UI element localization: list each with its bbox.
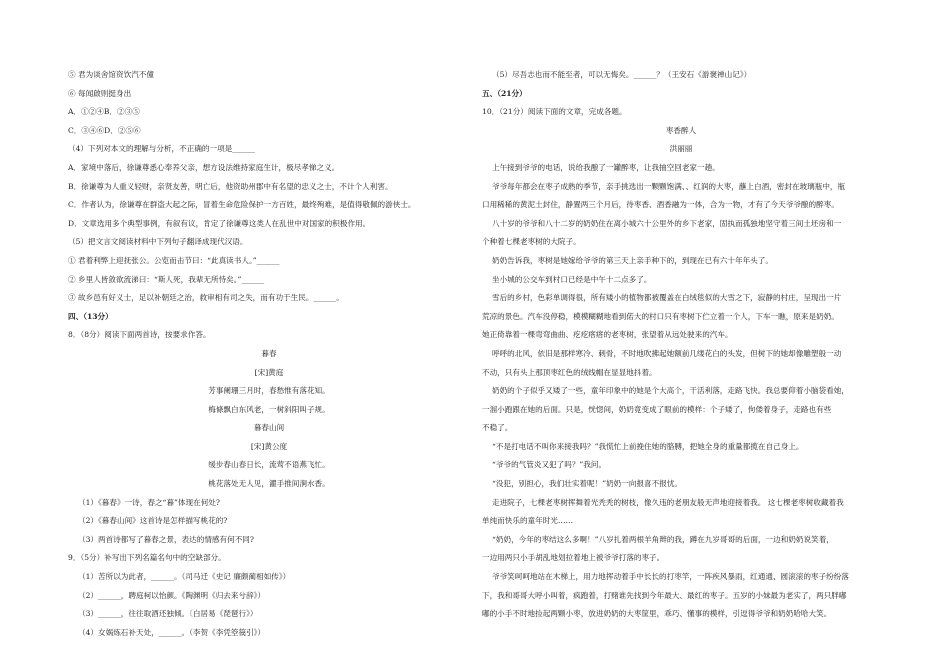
text-line: B．徐谦尊为人重义轻财，亲贤友善，明亡后，他资助州郡中有名望的忠义之士，不计个人利害。 bbox=[68, 181, 393, 191]
text-line: 缓步春山春日长，流莺不语燕飞忙。 bbox=[208, 460, 330, 470]
text-line: （5）尽吾志也而不能至者，可以无悔矣。______？（王安石《游褒禅山记》） bbox=[492, 70, 752, 79]
text-line: 下，我和哥哥大呼小叫着，疯跑着，打赌谁先找到今年最大、最红的枣子。五岁的小妹最为老实了，两只胖嘟 bbox=[482, 590, 847, 600]
text-line: 8．（8分）阅读下面两首诗，按要求作答。 bbox=[68, 330, 211, 340]
text-line: “没犯，别担心，我们壮实着呢！”奶奶一向报喜不报忧。 bbox=[492, 479, 683, 489]
text-line: （4）下列对本文的理解与分析，不正确的一项是______ bbox=[68, 144, 256, 154]
text-line: “不是打电话不叫你来接我吗？”我慌忙上前挽住她的胳膊，把她全身的重量都揽在自己身上。 bbox=[492, 441, 804, 451]
text-line: 呼呼的北风，依旧是那样寒冷、刺骨，不时地吹拂起她额前几缕花白的头发，但树下的她却像雕塑般一动 bbox=[492, 348, 842, 358]
text-line: 上午接到爷爷的电话，说给我酿了一罐醉枣，让我抽空回老家一趟。 bbox=[492, 162, 720, 172]
left-column bbox=[68, 66, 470, 642]
text-line: 一溜小跑跟在她的后面。只是，恍惚间，奶奶竟变成了眼前的模样：个子矮了，佝偻着身子，走路也有些 bbox=[482, 404, 832, 414]
text-line: （1）苦所以为此者，______。（司马迁《史记 廉颇蔺相如传》） bbox=[78, 572, 291, 582]
text-line: ⑤ 君为谈舍馆资饮汽不僮 bbox=[68, 70, 154, 79]
text-line: 嘟的小手不时地捡起两颗小枣，放进奶奶的大枣筐里，乖巧、懂事的模样，引逗得爷爷和奶奶哈哈大笑。 bbox=[482, 609, 832, 619]
text-line: 坐小城的公交车到村口已经是中午十二点多了。 bbox=[492, 274, 652, 284]
text-line: 口用稀稀的黄泥土封住，静置两三个月后，待枣香、酒香融为一体，合为一物，才有了今天爷爷酿的醉枣。 bbox=[482, 200, 839, 210]
text-line: 奶奶的个子似乎又矮了一些，童年印象中的她是个大高个，干活利落，走路飞快。我总要仰着小脑袋看她， bbox=[492, 386, 849, 396]
text-line: 雪后的乡村，色彩单调得很，所有矮小的植物都被覆盖在白绒毯似的大雪之下，寂静的村庄，呈现出一片 bbox=[492, 293, 842, 303]
text-line: 9．（5分）补写出下列名篇名句中的空缺部分。 bbox=[68, 553, 226, 563]
text-line: 不稳了。 bbox=[482, 423, 513, 433]
text-line: C．③④⑥D．②⑤⑥ bbox=[68, 125, 141, 135]
text-line: （1）《暮春》一诗，春之“暮”体现在何处? bbox=[78, 497, 220, 507]
text-line: 枣香醉人 bbox=[665, 125, 697, 135]
text-line: “奶奶，今年的枣结这么多啊！”八岁扎着两根羊角辫的我，蹲在九岁哥哥的后面，一边和奶奶说笑着， bbox=[492, 534, 834, 544]
text-line: 10．（21分）阅读下面的文章，完成各题。 bbox=[482, 107, 627, 117]
text-line: D．文章选用多个典型事例，有叙有议，肯定了徐谦尊这类人在乱世中对国家的积极作用。 bbox=[68, 218, 371, 228]
text-line: ⑥ 每闻啟则挺身出 bbox=[68, 88, 132, 98]
text-line: [宋]黄公度 bbox=[250, 441, 288, 451]
text-line: （4）女娲炼石补天处，______。（李贺《李凭箜篌引》） bbox=[78, 627, 266, 637]
text-line: 走进院子，七棵老枣树挥舞着光秃秃的树枝，像久违的老朋友般无声地迎接着我。 这七棵老枣树收藏着我 bbox=[492, 497, 844, 507]
text-line: ① 君着利弊上迎抚张公。公览而击节曰：“此真读书人。”______ bbox=[68, 255, 280, 265]
text-line: 芳事阑珊三月时，春愁惟有落花知。 bbox=[208, 386, 330, 396]
text-line: 荒凉的景色。汽车没停稳，模模糊糊地看到偌大的村口只有枣树下伫立着一个人，下车一瞧，原来是奶奶。 bbox=[482, 311, 839, 321]
section-heading: 五、（21分） bbox=[482, 88, 527, 98]
text-line: 奶奶告诉我，枣树是她嫁给爷爷的第三天上亲手种下的，到现在已有六十年年头了。 bbox=[492, 255, 773, 265]
text-line: （3）______，往往取酒还独倾。〔白居易《琵琶行》） bbox=[78, 609, 258, 619]
text-line: 暮春山间 bbox=[253, 423, 285, 433]
text-line: 一边用两只小手胡乱地划拉着地上被爷爷打落的枣子。 bbox=[482, 553, 665, 563]
section-heading: 四、（13分） bbox=[68, 311, 113, 321]
text-line: A．①②④B．②③⑤ bbox=[68, 107, 140, 117]
text-line: 八十岁的爷爷和八十二岁的奶奶住在离小城六十公里外的乡下老家，固执而孤独地坚守着三间土坯房和一 bbox=[492, 218, 842, 228]
text-line: 洪丽丽 bbox=[669, 144, 693, 154]
text-line: （5）把文言文阅读材料中下列句子翻译成现代汉语。 bbox=[68, 237, 248, 247]
text-line: “爷爷的气管炎又犯了吗？”我问。 bbox=[492, 460, 607, 470]
text-line: [宋]黄庭 bbox=[254, 367, 284, 377]
text-line: 暮春 bbox=[261, 348, 277, 358]
text-line: ② 乡里人皆敛欲流涕曰：“斯人死，我辈无所恃矣。”______ bbox=[68, 274, 265, 284]
text-line: （2）《暮春山间》这首诗是怎样描写桃花的? bbox=[78, 516, 228, 526]
text-line: 爷爷笑呵呵地站在木梯上，用力地挥动着手中长长的打枣竿，一阵疾风暴雨，红通通、圆滚滚的枣子纷纷落 bbox=[492, 572, 849, 582]
text-line: 个种着七棵老枣树的大院子。 bbox=[482, 237, 581, 247]
right-column bbox=[482, 66, 880, 624]
text-line: 爷爷每年都会在枣子成熟的季节，亲手挑选出一颗颗饱满、、红润的大枣，蘸上白酒，密封在玻璃瓶中，瓶 bbox=[492, 181, 846, 191]
text-line: 梅條飘白东风老，一树斜阳叫子规。 bbox=[208, 404, 330, 414]
text-line: （2）______，聘庭柯以怡颜。《陶渊明《归去来兮辞》） bbox=[78, 590, 266, 600]
text-line: 桃花落处无人见，濯手推间涧水香。 bbox=[208, 479, 330, 489]
text-line: C．作者认为，徐谦尊在群盗大起之际，冒着生命危险保护一方百姓，最终殉难，是值得敬佩的游侠士。 bbox=[68, 200, 416, 210]
text-line: 单纯而快乐的童年时光…… bbox=[482, 516, 574, 526]
text-line: A．家境中落后，徐谦尊悉心奉养父亲，想方设法维持家庭生计，极尽孝悌之义。 bbox=[68, 162, 340, 172]
text-line: 不动，只有头上那顶枣红色的绒线帽在显显地抖着。 bbox=[482, 367, 657, 377]
text-line: 她正倚靠着一棵弯弯曲曲、疙疙瘩瘩的老枣树，张望着从远处驶来的汽车。 bbox=[482, 330, 733, 340]
text-line: ③ 故乡邑有好义士，足以补朝廷之治，救审相有司之失，而有功于生民。______。 bbox=[68, 293, 344, 303]
text-line: （3）两首诗都写了暮春之景，表达的情感有何不同? bbox=[78, 534, 254, 544]
